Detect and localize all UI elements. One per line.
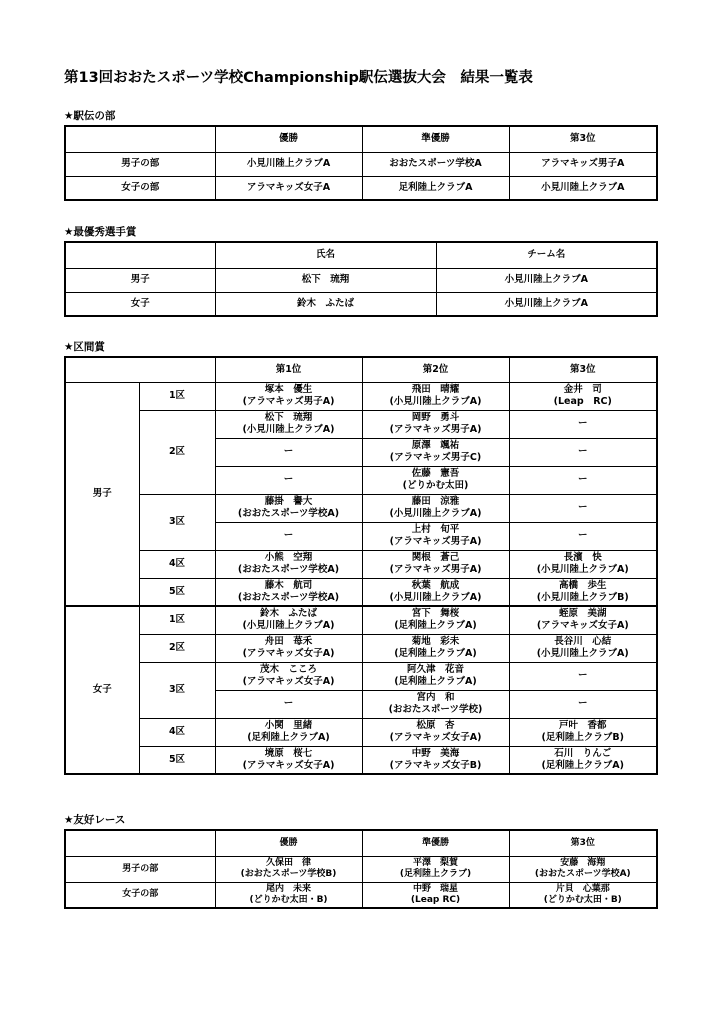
result-cell	[215, 746, 362, 774]
person-name: ー	[577, 530, 588, 541]
header-cell: 準優勝	[362, 830, 509, 856]
ku-label: 3区	[139, 494, 215, 550]
team-name: (おおたスポーツ学校A)	[534, 869, 631, 879]
row-label: 男子の部	[65, 152, 215, 176]
ku-label: 2区	[139, 410, 215, 494]
gender-label: 女子	[65, 606, 139, 774]
result-cell	[215, 466, 362, 494]
team-name: (小見川陸上クラブA)	[389, 396, 482, 407]
person-name: 金井 司	[563, 384, 602, 395]
person-name: 長谷川 心結	[554, 636, 612, 647]
row-label: 男子の部	[65, 856, 215, 882]
result-cell	[509, 634, 657, 662]
team-name: (アラマキッズ女子A)	[242, 759, 335, 771]
person-name: 藤掛 譽大	[264, 496, 313, 507]
table-row	[65, 634, 657, 662]
person-name: 佐藤 憲吾	[411, 468, 460, 479]
row-label: 女子の部	[65, 882, 215, 908]
person-name: 安藤 海翔	[560, 858, 606, 868]
header-cell: 氏名	[215, 242, 436, 268]
team-name: (アラマキッズ女子A)	[242, 648, 335, 659]
ku-label: 5区	[139, 746, 215, 774]
team-name: (おおたスポーツ学校)	[388, 704, 483, 715]
team-cell: 小見川陸上クラブA	[436, 268, 657, 292]
result-cell	[509, 522, 657, 550]
team-name: (アラマキッズ女子B)	[389, 759, 482, 771]
person-name: 秋葉 航成	[411, 579, 460, 591]
result-cell	[215, 882, 362, 908]
table-row	[65, 662, 657, 690]
friendly-header-row	[65, 830, 657, 856]
result-cell	[215, 690, 362, 718]
team-name: (おおたスポーツ学校A)	[237, 564, 340, 575]
result-cell	[362, 690, 509, 718]
table-row	[65, 382, 657, 410]
team-name: (アラマキッズ女子A)	[389, 732, 482, 743]
row-label: 男子	[65, 268, 215, 292]
result-cell	[362, 606, 509, 634]
table-row	[65, 550, 657, 578]
header-cell: 第3位	[509, 830, 657, 856]
result-cell	[509, 578, 657, 606]
table-row	[65, 176, 657, 200]
person-name: 片貝 心葉那	[555, 883, 610, 894]
person-name: ー	[283, 698, 294, 709]
table-row	[65, 152, 657, 176]
person-name: 戸叶 香都	[558, 720, 607, 731]
team-name: (おおたスポーツ学校B)	[240, 869, 337, 879]
person-name: 藤田 涼雅	[411, 496, 460, 507]
team-name: (足利陸上クラブA)	[394, 648, 477, 659]
result-cell	[215, 856, 362, 882]
header-cell: 第2位	[362, 357, 509, 382]
result-cell	[362, 882, 509, 908]
ku-label: 4区	[139, 550, 215, 578]
section-award-header-row	[65, 357, 657, 382]
result-cell	[215, 606, 362, 634]
result-cell	[215, 494, 362, 522]
result-cell	[509, 410, 657, 438]
person-name: ー	[577, 446, 588, 457]
person-name: ー	[283, 446, 294, 457]
table-row	[65, 856, 657, 882]
result-cell	[362, 550, 509, 578]
person-name: ー	[577, 698, 588, 709]
friendly-heading: ★友好レース	[64, 814, 126, 826]
team-name: (アラマキッズ男子A)	[389, 536, 482, 547]
ekiden-header-row	[65, 126, 657, 152]
table-row	[65, 494, 657, 522]
team-name: (小見川陸上クラブA)	[389, 508, 482, 519]
person-name: 石川 りんご	[554, 747, 612, 759]
person-name: 小関 里緒	[264, 720, 313, 731]
team-name: (アラマキッズ男子A)	[389, 424, 482, 435]
team-name: (小見川陸上クラブA)	[536, 564, 629, 575]
result-cell: 小見川陸上クラブA	[509, 176, 657, 200]
result-cell	[509, 438, 657, 466]
page-title: 第13回おおたスポーツ学校Championship駅伝選抜大会 結果一覧表	[64, 70, 533, 86]
person-name: 宮下 舞桜	[411, 608, 460, 620]
team-name: (小見川陸上クラブA)	[536, 648, 629, 659]
person-name: 長濱 快	[563, 552, 602, 563]
result-cell	[509, 606, 657, 634]
result-cell	[215, 550, 362, 578]
person-name: 藤木 航司	[264, 579, 313, 591]
result-cell	[215, 382, 362, 410]
person-name: ー	[577, 474, 588, 485]
mvp-table	[64, 241, 658, 317]
result-cell	[509, 494, 657, 522]
team-name: (足利陸上クラブA)	[394, 620, 477, 632]
result-cell	[215, 522, 362, 550]
mvp-header-row	[65, 242, 657, 268]
result-cell	[509, 882, 657, 908]
person-name: 境原 桜七	[264, 747, 313, 759]
corner-cell	[65, 830, 215, 856]
result-cell	[509, 550, 657, 578]
result-cell: おおたスポーツ学校A	[362, 152, 509, 176]
name-cell: 鈴木 ふたば	[215, 292, 436, 316]
result-cell	[215, 662, 362, 690]
result-cell	[509, 466, 657, 494]
person-name: 小熊 空翔	[264, 552, 313, 563]
row-label: 女子	[65, 292, 215, 316]
header-cell: チーム名	[436, 242, 657, 268]
result-cell	[362, 410, 509, 438]
result-cell	[362, 746, 509, 774]
team-name: (アラマキッズ男子C)	[389, 452, 482, 463]
result-cell: 足利陸上クラブA	[362, 176, 509, 200]
result-cell	[215, 634, 362, 662]
result-cell	[509, 746, 657, 774]
person-name: 舟田 苺禾	[264, 636, 313, 647]
section-award-heading: ★区間賞	[64, 341, 105, 353]
person-name: 飛田 晴耀	[411, 384, 460, 395]
person-name: ー	[283, 530, 294, 541]
table-row	[65, 410, 657, 438]
team-name: (アラマキッズ男子A)	[389, 564, 482, 575]
person-name: 菊地 彩未	[411, 636, 460, 647]
team-name: (アラマキッズ女子A)	[242, 676, 335, 687]
header-cell: 優勝	[215, 830, 362, 856]
result-cell	[362, 522, 509, 550]
team-name: (どりかむ太田・B)	[249, 894, 328, 905]
section-award-table	[64, 356, 658, 775]
result-cell	[215, 578, 362, 606]
team-name: (小見川陸上クラブB)	[536, 591, 629, 603]
result-cell: アラマキッズ女子A	[215, 176, 362, 200]
table-row	[65, 268, 657, 292]
header-cell: 準優勝	[362, 126, 509, 152]
team-name: (足利陸上クラブA)	[394, 676, 477, 687]
result-cell: 小見川陸上クラブA	[215, 152, 362, 176]
team-name: (小見川陸上クラブA)	[389, 591, 482, 603]
result-cell	[362, 856, 509, 882]
result-cell	[509, 856, 657, 882]
result-cell	[215, 410, 362, 438]
person-name: 中野 瑞星	[412, 883, 458, 894]
table-row	[65, 578, 657, 606]
team-name: (小見川陸上クラブA)	[242, 620, 335, 632]
person-name: 中野 美海	[411, 747, 460, 759]
team-name: (おおたスポーツ学校A)	[237, 508, 340, 519]
friendly-table	[64, 829, 658, 909]
table-row	[65, 718, 657, 746]
header-cell: 優勝	[215, 126, 362, 152]
person-name: ー	[283, 474, 294, 485]
mvp-heading: ★最優秀選手賞	[64, 226, 137, 238]
ku-label: 1区	[139, 382, 215, 410]
result-cell	[362, 382, 509, 410]
team-name: (足利陸上クラブA)	[247, 732, 330, 743]
header-cell: 第1位	[215, 357, 362, 382]
table-row	[65, 882, 657, 908]
person-name: 上村 旬平	[411, 524, 460, 535]
result-cell	[362, 718, 509, 746]
name-cell: 松下 琉翔	[215, 268, 436, 292]
table-row	[65, 746, 657, 774]
person-name: 原澤 颯祐	[411, 440, 460, 451]
header-cell: 第3位	[509, 357, 657, 382]
person-name: 関根 蒼己	[411, 552, 460, 563]
person-name: 阿久津 花音	[406, 664, 464, 675]
person-name: ー	[577, 418, 588, 429]
result-cell: アラマキッズ男子A	[509, 152, 657, 176]
gender-label: 男子	[65, 382, 139, 606]
result-cell	[509, 662, 657, 690]
person-name: 鈴木 ふたば	[259, 608, 317, 620]
team-name: (どりかむ太田)	[402, 480, 469, 491]
result-cell	[362, 578, 509, 606]
person-name: 松下 琉翔	[264, 412, 313, 423]
person-name: 岡野 勇斗	[411, 412, 460, 423]
team-name: (アラマキッズ女子A)	[536, 620, 629, 632]
team-name: (Leap RC)	[553, 396, 612, 407]
result-cell	[509, 382, 657, 410]
result-cell	[509, 718, 657, 746]
row-label: 女子の部	[65, 176, 215, 200]
team-name: (Leap RC)	[410, 894, 461, 905]
result-cell	[509, 690, 657, 718]
person-name: ー	[577, 670, 588, 681]
person-name: 尾内 未来	[265, 883, 311, 894]
person-name: 塚本 優生	[264, 384, 313, 395]
ku-label: 5区	[139, 578, 215, 606]
person-name: 蛭原 美湖	[558, 608, 607, 620]
ku-label: 1区	[139, 606, 215, 634]
team-name: (足利陸上クラブ)	[399, 869, 472, 879]
result-cell	[362, 466, 509, 494]
table-row	[65, 292, 657, 316]
corner-cell	[65, 357, 215, 382]
ekiden-heading: ★駅伝の部	[64, 110, 116, 122]
corner-cell	[65, 126, 215, 152]
result-cell	[362, 438, 509, 466]
ekiden-table	[64, 125, 658, 201]
team-name: (おおたスポーツ学校A)	[237, 591, 340, 603]
result-cell	[362, 494, 509, 522]
header-cell: 第3位	[509, 126, 657, 152]
ku-label: 4区	[139, 718, 215, 746]
result-cell	[362, 662, 509, 690]
result-cell	[362, 634, 509, 662]
ku-label: 2区	[139, 634, 215, 662]
result-cell	[215, 718, 362, 746]
team-name: (足利陸上クラブB)	[541, 732, 624, 743]
person-name: ー	[577, 502, 588, 513]
person-name: 宮内 和	[416, 692, 455, 703]
person-name: 茂木 こころ	[259, 664, 317, 675]
team-name: (アラマキッズ男子A)	[242, 396, 335, 407]
team-name: (どりかむ太田・B)	[543, 894, 622, 905]
person-name: 久保田 律	[265, 858, 311, 868]
ku-label: 3区	[139, 662, 215, 718]
team-name: (小見川陸上クラブA)	[242, 424, 335, 435]
person-name: 平澤 梨賀	[412, 858, 458, 868]
table-row	[65, 606, 657, 634]
person-name: 高橋 歩生	[558, 579, 607, 591]
result-cell	[215, 438, 362, 466]
team-name: (足利陸上クラブA)	[541, 759, 625, 771]
person-name: 松原 杏	[416, 720, 455, 731]
team-cell: 小見川陸上クラブA	[436, 292, 657, 316]
corner-cell	[65, 242, 215, 268]
